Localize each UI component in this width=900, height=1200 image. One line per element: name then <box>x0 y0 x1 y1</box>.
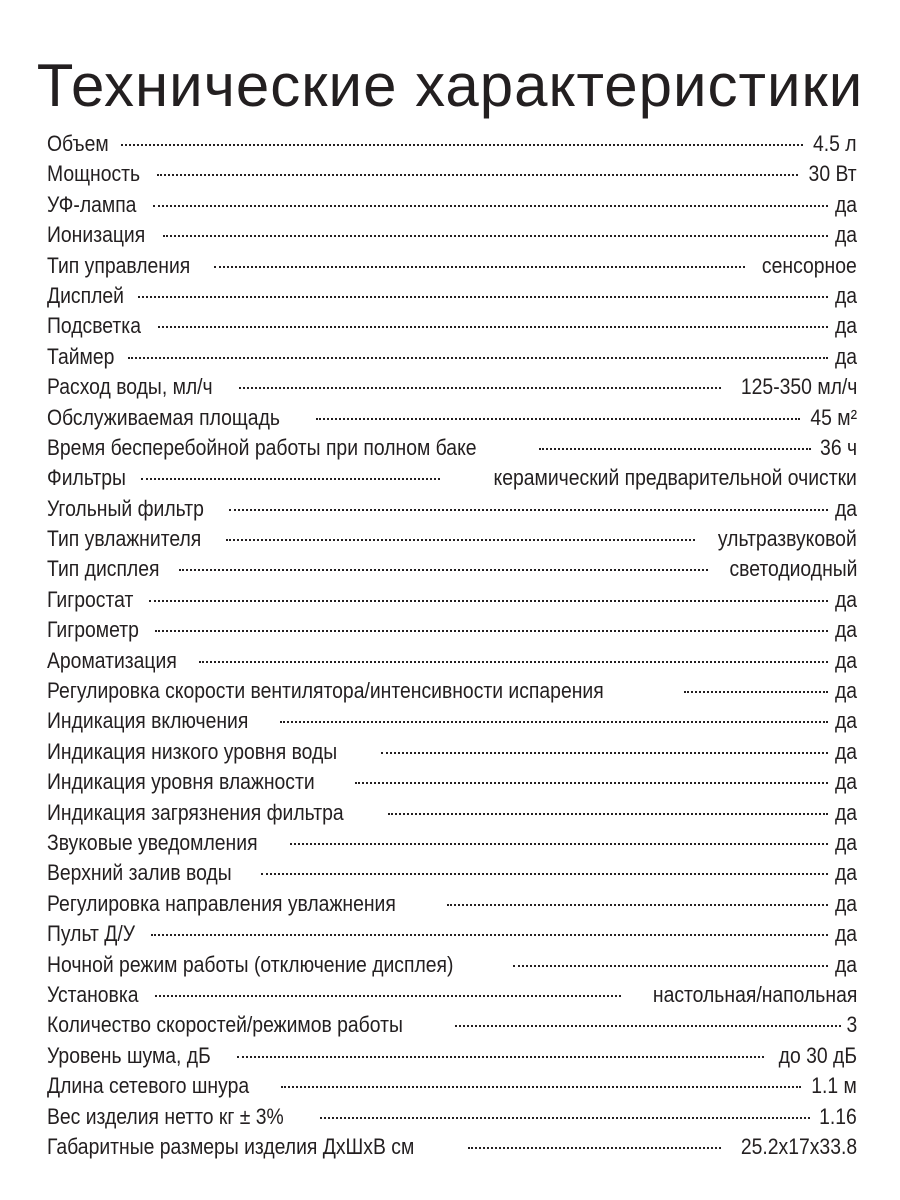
spec-label: Длина сетевого шнура <box>47 1073 250 1099</box>
spec-label: Ароматизация <box>47 647 177 673</box>
spec-value: да <box>834 617 857 643</box>
spec-label: Тип увлажнителя <box>47 526 202 552</box>
spec-value: да <box>834 708 857 734</box>
dot-leader <box>179 569 708 571</box>
spec-label: Ночной режим работы (отключение дисплея) <box>47 951 454 977</box>
spec-value: 36 ч <box>819 434 857 460</box>
spec-value: да <box>834 647 857 673</box>
dot-leader <box>158 326 828 328</box>
spec-row <box>47 1102 857 1132</box>
spec-row <box>47 980 857 1010</box>
spec-value: 4.5 л <box>813 131 857 156</box>
spec-row <box>47 1071 857 1101</box>
spec-value: да <box>834 495 857 521</box>
spec-value: 25.2x17x33.8 <box>740 1133 857 1159</box>
spec-label: Установка <box>47 981 139 1007</box>
spec-value: 45 м² <box>810 404 857 430</box>
spec-value: да <box>834 343 857 369</box>
spec-value: керамический предварительной очистки <box>493 465 857 491</box>
dot-leader <box>261 873 828 875</box>
spec-label: Вес изделия нетто кг ± 3% <box>47 1103 284 1129</box>
spec-row <box>47 159 857 189</box>
dot-leader <box>355 782 828 784</box>
dot-leader <box>381 752 828 754</box>
spec-row <box>47 129 857 159</box>
spec-label: Уровень шума, дБ <box>47 1042 211 1068</box>
dot-leader <box>199 661 828 663</box>
spec-row <box>47 1041 857 1071</box>
spec-row <box>47 220 857 250</box>
spec-value: светодиодный <box>728 556 857 582</box>
spec-value: да <box>834 921 857 947</box>
spec-row <box>47 403 857 433</box>
spec-label: Количество скоростей/режимов работы <box>47 1012 403 1038</box>
spec-label: Регулировка направления увлажнения <box>47 890 396 916</box>
spec-value: настольная/напольная <box>652 981 857 1007</box>
spec-value: да <box>834 799 857 825</box>
dot-leader <box>539 448 811 450</box>
spec-value: сенсорное <box>762 252 857 278</box>
spec-value: до 30 дБ <box>778 1042 857 1068</box>
spec-label: Пульт Д/У <box>47 921 136 947</box>
spec-row <box>47 463 857 493</box>
spec-row <box>47 524 857 554</box>
spec-value: да <box>834 313 857 339</box>
spec-row <box>47 1132 857 1162</box>
spec-label: Обслуживаемая площадь <box>47 404 280 430</box>
dot-leader <box>447 904 828 906</box>
spec-label: Объем <box>47 131 109 156</box>
spec-value: да <box>834 860 857 886</box>
spec-row <box>47 494 857 524</box>
spec-row <box>47 889 857 919</box>
dot-leader <box>281 1086 801 1088</box>
spec-value: да <box>834 222 857 248</box>
specs-list <box>47 129 857 1162</box>
spec-label: Фильтры <box>47 465 126 491</box>
spec-label: Угольный фильтр <box>47 495 204 521</box>
spec-label: Габаритные размеры изделия ДхШхВ см <box>47 1133 415 1159</box>
spec-row <box>47 281 857 311</box>
spec-row <box>47 858 857 888</box>
spec-value: 1.16 <box>819 1103 857 1129</box>
dot-leader <box>316 418 800 420</box>
dot-leader <box>468 1147 721 1149</box>
spec-row <box>47 706 857 736</box>
dot-leader <box>155 995 621 997</box>
spec-value: да <box>834 769 857 795</box>
dot-leader <box>290 843 828 845</box>
spec-row <box>47 311 857 341</box>
dot-leader <box>138 296 827 298</box>
spec-label: Индикация уровня влажности <box>47 769 315 795</box>
dot-leader <box>141 478 440 480</box>
dot-leader <box>280 721 828 723</box>
spec-label: Гигрометр <box>47 617 139 643</box>
spec-row <box>47 767 857 797</box>
dot-leader <box>155 630 828 632</box>
dot-leader <box>388 813 828 815</box>
spec-row <box>47 433 857 463</box>
spec-row <box>47 554 857 584</box>
spec-value: 1.1 м <box>811 1073 857 1099</box>
spec-value: да <box>834 890 857 916</box>
dot-leader <box>163 235 828 237</box>
spec-row <box>47 919 857 949</box>
spec-label: Подсветка <box>47 313 141 339</box>
spec-row <box>47 251 857 281</box>
spec-value: 3 <box>846 1012 857 1038</box>
spec-row <box>47 646 857 676</box>
dot-leader <box>320 1117 810 1119</box>
dot-leader <box>149 600 828 602</box>
spec-label: Индикация загрязнения фильтра <box>47 799 344 825</box>
spec-label: Верхний залив воды <box>47 860 232 886</box>
spec-label: Ионизация <box>47 222 146 248</box>
spec-value: да <box>834 586 857 612</box>
spec-row <box>47 798 857 828</box>
dot-leader <box>237 1056 764 1058</box>
spec-value: да <box>834 282 857 308</box>
dot-leader <box>153 205 828 207</box>
spec-label: Индикация включения <box>47 708 249 734</box>
spec-label: Индикация низкого уровня воды <box>47 738 338 764</box>
spec-value: да <box>834 951 857 977</box>
spec-value: 30 Вт <box>808 161 857 187</box>
dot-leader <box>157 174 799 176</box>
spec-label: Гигростат <box>47 586 134 612</box>
spec-label: Регулировка скорости вентилятора/интенсивности испарения <box>47 678 604 704</box>
dot-leader <box>513 965 828 967</box>
spec-row <box>47 615 857 645</box>
spec-label: Дисплей <box>47 282 124 308</box>
spec-value: ультразвуковой <box>718 526 857 552</box>
spec-row <box>47 190 857 220</box>
spec-label: Тип дисплея <box>47 556 160 582</box>
spec-value: да <box>834 738 857 764</box>
dot-leader <box>151 934 828 936</box>
dot-leader <box>128 357 828 359</box>
dot-leader <box>226 539 695 541</box>
spec-label: Мощность <box>47 161 141 187</box>
spec-value: да <box>834 191 857 217</box>
spec-row <box>47 585 857 615</box>
spec-row <box>47 950 857 980</box>
spec-value: 125-350 мл/ч <box>740 374 857 400</box>
dot-leader <box>239 387 720 389</box>
spec-row <box>47 676 857 706</box>
spec-row <box>47 342 857 372</box>
dot-leader <box>121 144 803 146</box>
spec-label: Тип управления <box>47 252 191 278</box>
dot-leader <box>229 509 828 511</box>
spec-row <box>47 372 857 402</box>
spec-label: Время бесперебойной работы при полном баке <box>47 434 477 460</box>
spec-label: Таймер <box>47 343 115 369</box>
dot-leader <box>214 266 745 268</box>
page-title: Технические характеристики <box>36 52 864 119</box>
spec-row <box>47 1010 857 1040</box>
spec-label: Расход воды, мл/ч <box>47 374 213 400</box>
spec-row <box>47 737 857 767</box>
spec-label: Звуковые уведомления <box>47 829 258 855</box>
spec-value: да <box>834 678 857 704</box>
dot-leader <box>455 1025 840 1027</box>
dot-leader <box>684 691 828 693</box>
spec-label: УФ-лампа <box>47 191 137 217</box>
spec-value: да <box>834 829 857 855</box>
spec-row <box>47 828 857 858</box>
